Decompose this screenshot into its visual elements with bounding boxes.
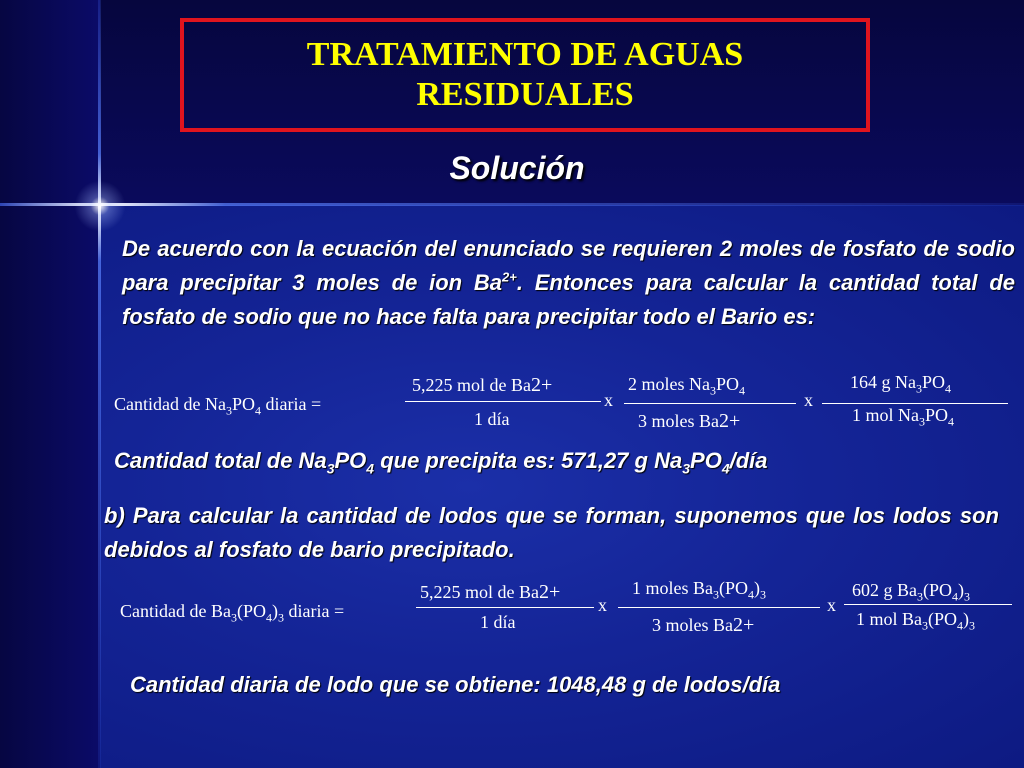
result-sodium-phosphate: Cantidad total de $Na_3PO_4$ que precipita es: 571,27 g $Na_3PO_4$/día [114, 448, 768, 477]
equation2-fraction2-numerator: 1 moles $Ba_3(PO_4)_3$ [632, 578, 767, 602]
equation1-fraction1-bar [405, 401, 601, 402]
equation1-fraction1-numerator: 5,225 mol de Ba2+ [412, 374, 553, 396]
equation2-fraction3-denominator: 1 mol $Ba_3(PO_4)_3$ [856, 609, 976, 633]
paragraph-text-end: . Entonces para calcular la cantidad total de fosfato de sodio que no hace falta para precipitar todo el Bario es: [122, 270, 1015, 329]
title-box [180, 18, 870, 132]
light-flare-vertical [98, 0, 101, 768]
equation2-lhs: Cantidad de $Ba_3(PO_4)_3$ diaria = [120, 601, 345, 625]
equation1-fraction1-denominator: 1 día [474, 409, 510, 429]
equation1-lhs: Cantidad de $Na_3PO_4$ diaria = [114, 394, 322, 418]
paragraph-text-start: De acuerdo con la ecuación del enunciado se requieren 2 moles de fosfato de sodio para precipitar 3 moles de ion Ba [122, 236, 1015, 295]
equation2-fraction1-denominator: 1 día [480, 612, 516, 632]
equation1-fraction2-numerator: 2 moles $Na_3PO_4$ [628, 374, 745, 398]
equation2-times1: x [598, 595, 607, 615]
equation1-fraction3-denominator: 1 mol $Na_3PO_4$ [852, 405, 955, 429]
equation2-fraction2-bar [618, 607, 820, 608]
light-flare-horizontal [0, 203, 1024, 206]
slide-title: TRATAMIENTO DE AGUAS RESIDUALES [306, 36, 744, 113]
equation2-fraction3-bar [844, 604, 1012, 605]
equation1-fraction3-numerator: 164 g $Na_3PO_4$ [850, 372, 952, 396]
slide-subtitle: Solución [449, 150, 585, 186]
equation2-times2: x [827, 595, 836, 615]
paragraph-statement [122, 232, 1015, 334]
equation1-times2: x [804, 390, 813, 410]
equation1-fraction3-bar [822, 403, 1008, 404]
paragraph-part-b: b) Para calcular la cantidad de lodos que se forman, suponemos que los lodos son debidos al fosfato de bario precipitado. [104, 503, 999, 562]
equation2-fraction3-numerator: 602 g $Ba_3(PO_4)_3$ [852, 580, 971, 604]
result-sludge: Cantidad diaria de lodo que se obtiene: 1048,48 g de lodos/día [130, 672, 781, 697]
equation1-fraction2-bar [624, 403, 796, 404]
equation2-fraction2-denominator: 3 moles Ba2+ [652, 614, 755, 636]
equation2-fraction1-numerator: 5,225 mol de Ba2+ [420, 581, 561, 603]
equation2-fraction1-bar [416, 607, 594, 608]
ion-charge: 2+ [502, 269, 517, 285]
equation1-fraction2-denominator: 3 moles Ba2+ [638, 410, 741, 432]
equation1-times1: x [604, 390, 613, 410]
background-left [0, 0, 100, 768]
